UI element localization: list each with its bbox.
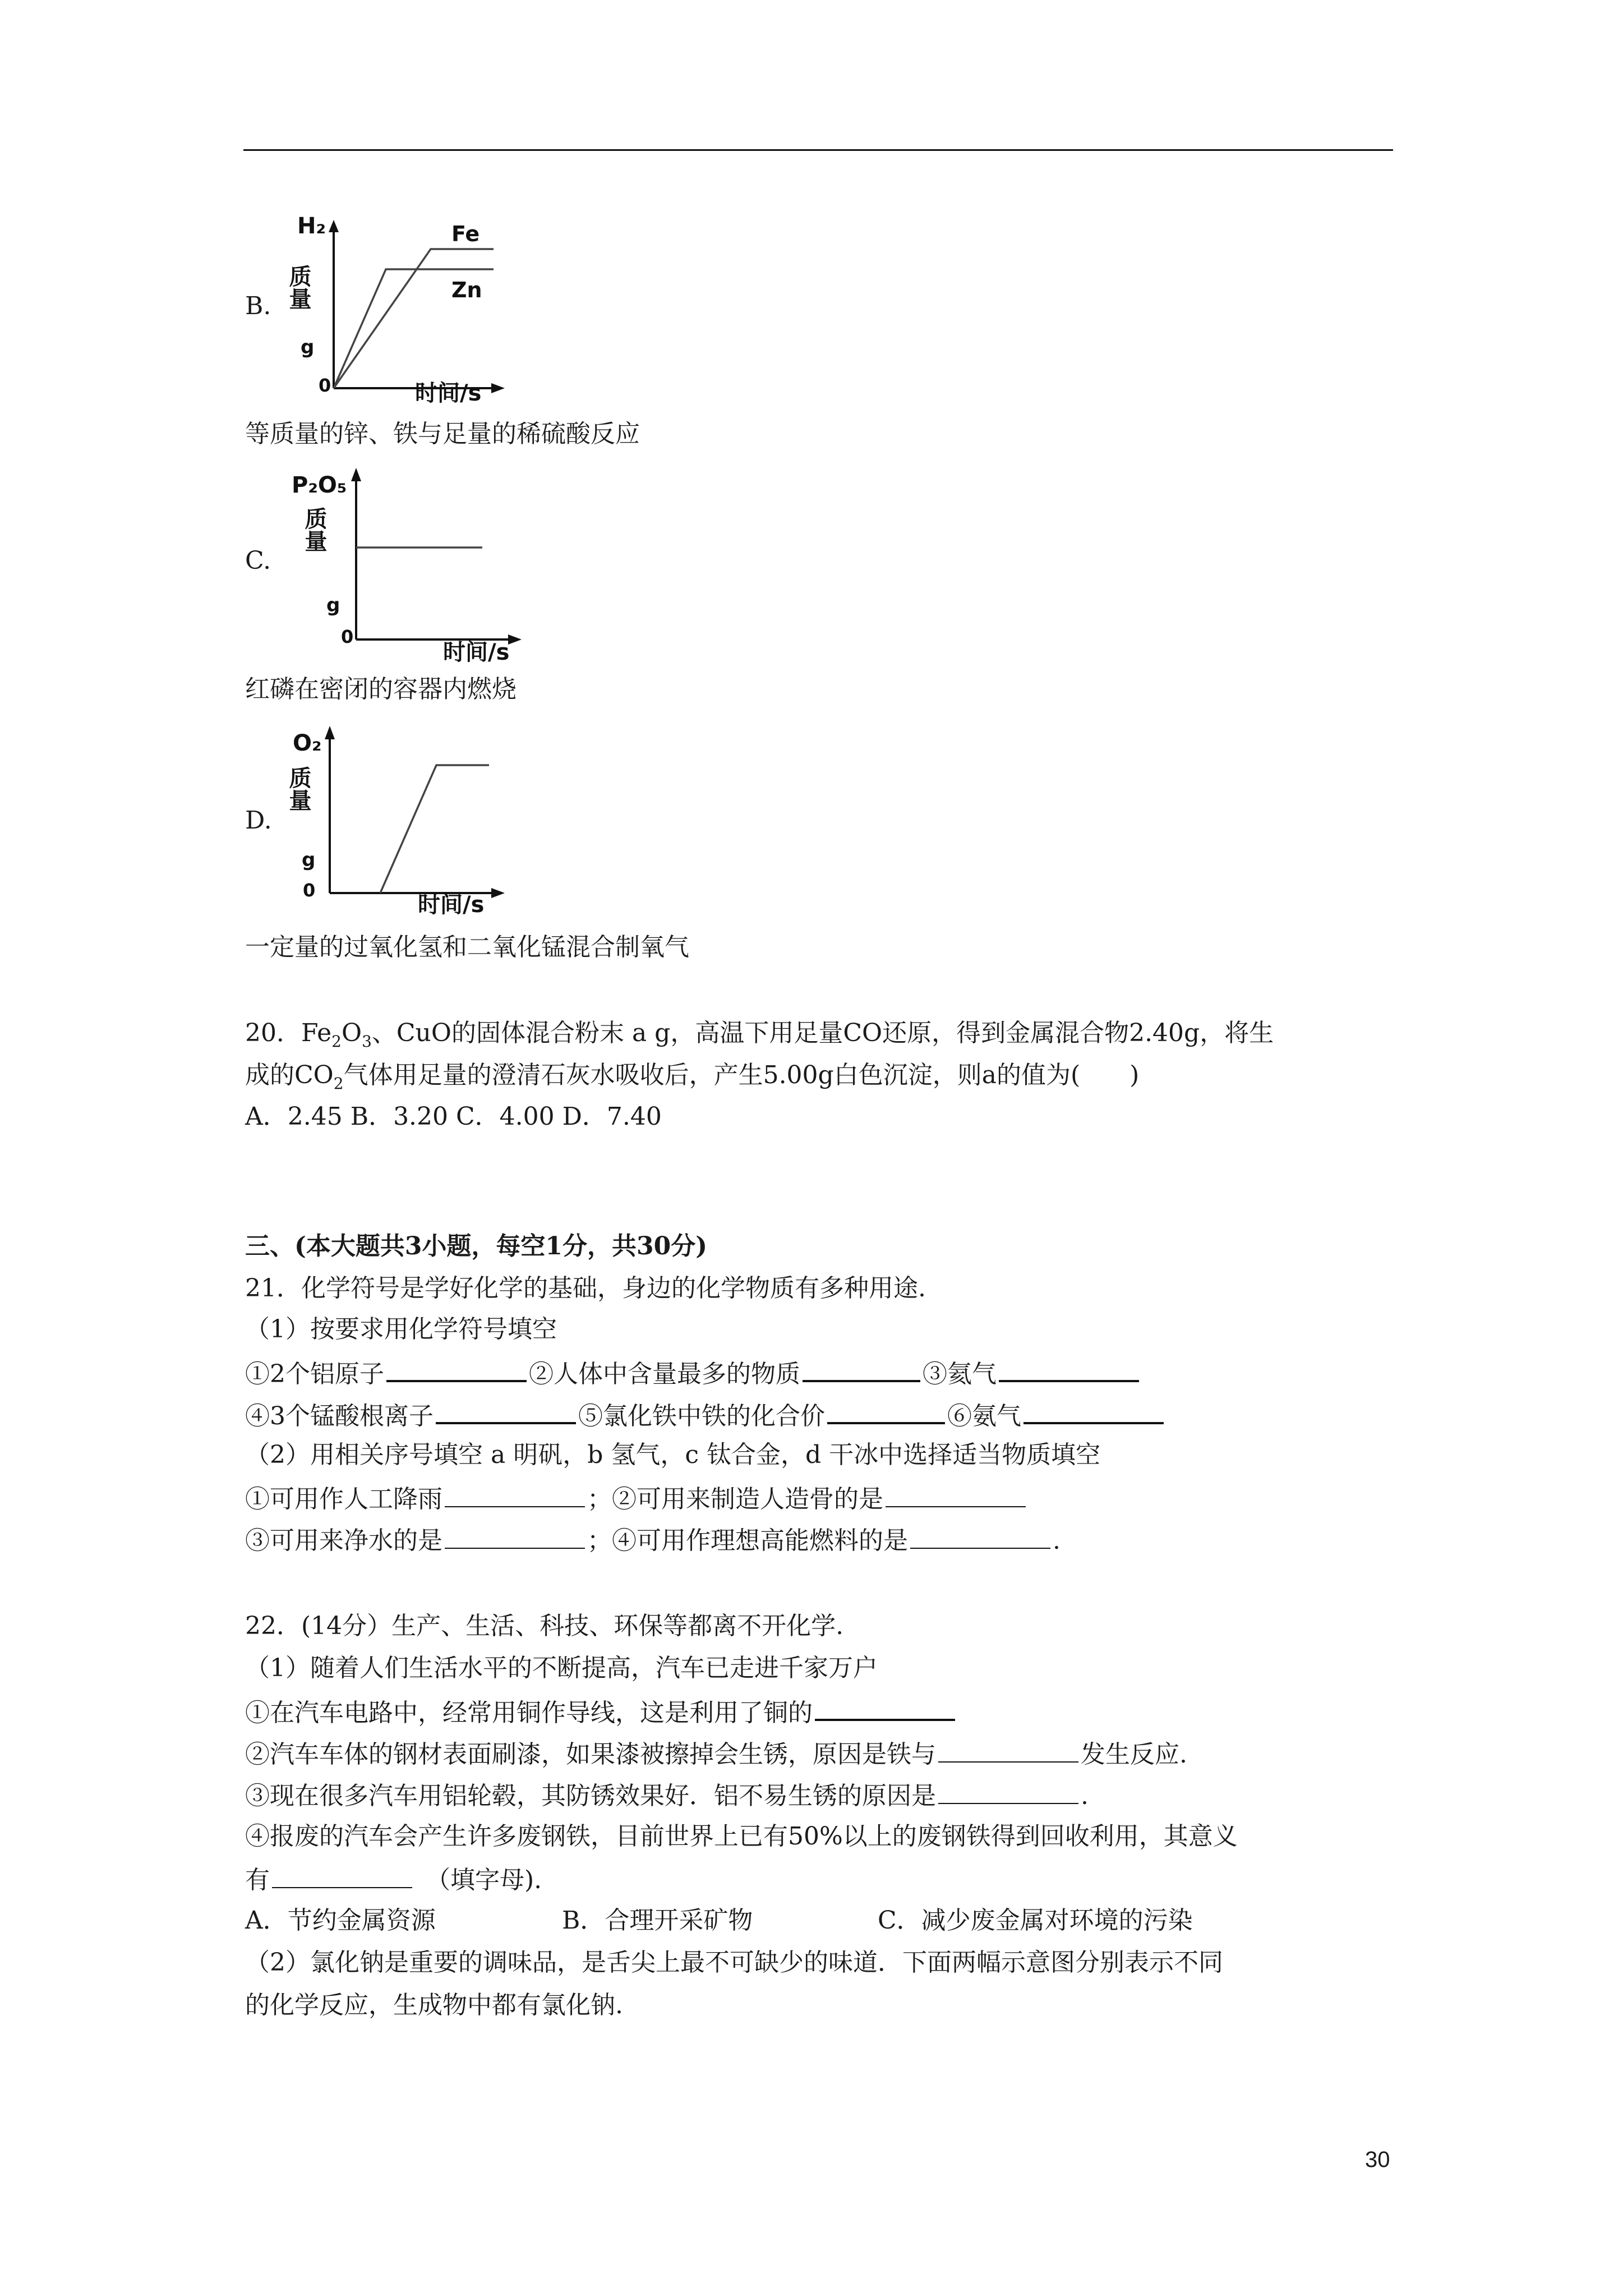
- prompt-text: 有: [245, 1866, 270, 1894]
- origin-label: 0: [341, 626, 354, 647]
- option-b-caption: 等质量的锌、铁与足量的稀硫酸反应: [245, 420, 640, 448]
- answer-blank[interactable]: [272, 1862, 412, 1888]
- option-b-graph: [285, 213, 516, 406]
- option-c-letter: C.: [245, 546, 271, 575]
- answer-blank[interactable]: [815, 1694, 955, 1721]
- prompt-text: ③现在很多汽车用铝轮毂，其防锈效果好．铝不易生锈的原因是: [245, 1782, 936, 1810]
- y-axis-arrow: [325, 726, 335, 739]
- header-rule: [243, 149, 1393, 151]
- subscript: 2: [333, 1074, 344, 1093]
- prompt-text: ④3个锰酸根离子: [245, 1402, 434, 1430]
- y-label-species: O₂: [293, 730, 322, 756]
- answer-blank[interactable]: [386, 1355, 527, 1382]
- page-number: 30: [1365, 2147, 1390, 2172]
- y-label-quantity: 质量: [285, 265, 311, 310]
- answer-blank[interactable]: [999, 1355, 1139, 1382]
- prompt-text: ③氦气: [923, 1360, 997, 1388]
- y-label-species: P₂O₅: [292, 472, 347, 498]
- q20-text: 气体用足量的澄清石灰水吸收后，产生5.00g白色沉淀，则a的值为( ): [343, 1061, 1140, 1089]
- y-label-species: H₂: [297, 213, 326, 239]
- q20-line-1: [245, 1017, 1274, 1050]
- y-unit: g: [301, 336, 315, 358]
- y-unit: g: [302, 849, 316, 871]
- origin-label: 0: [319, 375, 331, 396]
- q22-opt-a: A．节约金属资源: [245, 1906, 436, 1935]
- q21-row-1: [245, 1355, 1141, 1391]
- option-d-graph: [285, 718, 527, 926]
- origin-label: 0: [303, 880, 316, 901]
- series-label-fe: Fe: [451, 222, 480, 246]
- option-d-letter: D.: [245, 806, 272, 835]
- prompt-text: （填字母).: [426, 1866, 542, 1894]
- prompt-text: ②人体中含量最多的物质: [529, 1360, 800, 1388]
- prompt-text: ③可用来净水的是: [245, 1526, 442, 1555]
- prompt-text: ①可用作人工降雨: [245, 1485, 442, 1513]
- q20-text: 成的CO: [245, 1061, 334, 1089]
- q20-text: 20．Fe: [245, 1019, 332, 1047]
- q22-part2-line-1: （2）氯化钠是重要的调味品，是舌尖上最不可缺少的味道．下面两幅示意图分别表示不同: [245, 1948, 1223, 1977]
- q22-item-2: [245, 1737, 1187, 1771]
- q22-opt-b: B．合理开采矿物: [562, 1906, 753, 1935]
- y-axis-arrow: [351, 468, 361, 481]
- x-axis-label: 时间/s: [415, 380, 482, 406]
- x-axis-label: 时间/s: [443, 639, 510, 665]
- answer-blank[interactable]: [938, 1737, 1078, 1763]
- x-axis-arrow: [491, 383, 505, 393]
- option-c-caption: 红磷在密闭的容器内燃烧: [245, 675, 517, 703]
- answer-blank[interactable]: [910, 1523, 1050, 1549]
- q20-options: A．2.45 B．3.20 C．4.00 D．7.40: [245, 1102, 662, 1131]
- prompt-text: ①2个铝原子: [245, 1360, 384, 1388]
- x-axis-arrow: [491, 888, 505, 898]
- answer-blank[interactable]: [827, 1397, 945, 1424]
- q20-text: O: [341, 1019, 362, 1047]
- answer-blank[interactable]: [436, 1397, 576, 1424]
- answer-blank[interactable]: [938, 1778, 1078, 1804]
- q20-line-2: [245, 1059, 1139, 1092]
- q21-stem: 21．化学符号是学好化学的基础，身边的化学物质有多种用途.: [245, 1274, 926, 1303]
- q21-part1: （1）按要求用化学符号填空: [245, 1315, 557, 1343]
- answer-blank[interactable]: [1023, 1397, 1164, 1424]
- q22-part1: （1）随着人们生活水平的不断提高，汽车已走进千家万户: [245, 1654, 878, 1682]
- subscript: 3: [362, 1032, 372, 1051]
- q20-text: 、CuO的固体混合粉末 a g，高温下用足量CO还原，得到金属混合物2.40g，将生: [371, 1019, 1274, 1047]
- answer-blank[interactable]: [803, 1355, 920, 1382]
- prompt-text: .: [1081, 1782, 1089, 1810]
- answer-blank[interactable]: [886, 1481, 1026, 1507]
- q22-item-3: [245, 1778, 1089, 1812]
- y-label-quantity: 质量: [285, 766, 311, 811]
- q22-part2-line-2: 的化学反应，生成物中都有氯化钠.: [245, 1991, 623, 2019]
- prompt-text: ⑥氨气: [947, 1402, 1021, 1430]
- x-axis-arrow: [508, 634, 522, 645]
- q21-row-2: [245, 1397, 1166, 1433]
- q22-item-1: [245, 1694, 957, 1729]
- section-heading: 三、(本大题共3小题，每空1分，共30分): [245, 1232, 708, 1260]
- q21-row-4: [245, 1523, 1061, 1557]
- prompt-text: .: [1053, 1526, 1061, 1555]
- prompt-text: 发生反应.: [1081, 1740, 1187, 1769]
- y-unit: g: [326, 594, 340, 616]
- option-d-caption: 一定量的过氧化氢和二氧化锰混合制氧气: [245, 933, 689, 961]
- o2-curve: [380, 765, 489, 893]
- q21-row-3: [245, 1481, 1028, 1516]
- x-axis-label: 时间/s: [418, 892, 485, 918]
- prompt-text: ②汽车车体的钢材表面刷漆，如果漆被擦掉会生锈，原因是铁与: [245, 1740, 936, 1769]
- y-label-quantity: 质量: [301, 507, 327, 552]
- option-c-graph: [292, 460, 538, 665]
- prompt-text: ⑤氯化铁中铁的化合价: [578, 1402, 825, 1430]
- q22-stem: 22．(14分）生产、生活、科技、环保等都离不开化学.: [245, 1612, 844, 1640]
- q22-opt-c: C．减少废金属对环境的污染: [878, 1906, 1193, 1935]
- q22-item-4-cont: [245, 1862, 542, 1897]
- prompt-text: ；④可用作理想高能燃料的是: [587, 1526, 908, 1555]
- prompt-text: ①在汽车电路中，经常用铜作导线，这是利用了铜的: [245, 1699, 813, 1727]
- series-label-zn: Zn: [451, 278, 482, 302]
- q21-part2: （2）用相关序号填空 a 明矾，b 氢气，c 钛合金，d 干冰中选择适当物质填空: [245, 1441, 1101, 1469]
- answer-blank[interactable]: [445, 1481, 585, 1507]
- prompt-text: ；②可用来制造人造骨的是: [587, 1485, 883, 1513]
- y-axis-arrow: [329, 220, 339, 232]
- q22-item-4: ④报废的汽车会产生许多废钢铁，目前世界上已有50%以上的废钢铁得到回收利用，其意义: [245, 1822, 1238, 1851]
- answer-blank[interactable]: [445, 1523, 585, 1549]
- subscript: 2: [331, 1032, 342, 1051]
- option-b-letter: B.: [245, 292, 271, 320]
